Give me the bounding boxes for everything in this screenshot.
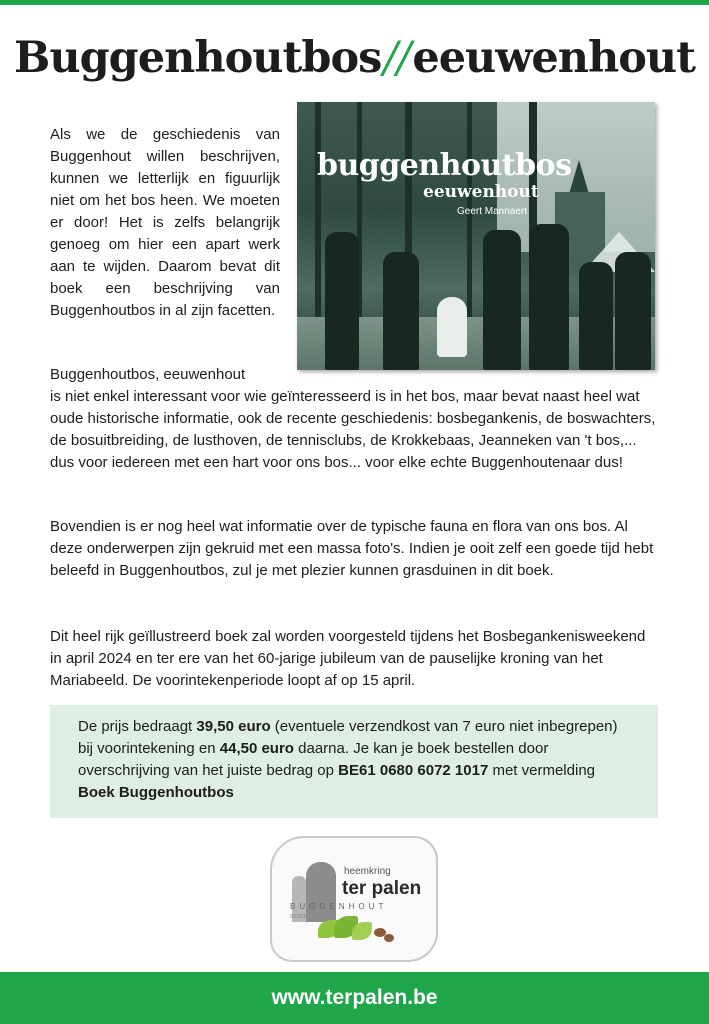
- price-info-box: [50, 705, 658, 818]
- cover-title: buggenhoutbos: [317, 148, 572, 183]
- title-right: eeuwenhout: [412, 33, 696, 83]
- logo-brand: ter palen: [342, 878, 422, 899]
- cover-person: [483, 230, 521, 370]
- title-separator: //: [383, 33, 411, 83]
- price-text: [78, 716, 632, 804]
- logo-since: SEDERT 1974: [290, 914, 323, 920]
- logo-place: BUGGENHOUT: [290, 902, 388, 911]
- paragraph-3: Bovendien is er nog heel wat informatie over de typische fauna en flora van ons bos. Al deze onderwerpen zijn gekruid met een massa foto's. Indien je ooit zelf een goede tijd hebt beleefd in Buggenhoutbos, zul je met plezier kunnen grasduinen in dit boek.: [50, 518, 654, 579]
- cover-chapel-roof: [569, 160, 589, 194]
- price-text-part: daarna. Je kan je boek bestellen door overschrijving van het juiste bedrag op: [78, 740, 549, 779]
- price-text-part: (eventuele verzendkost van 7 euro niet inbegrepen) bij voorintekening en: [78, 718, 618, 757]
- top-accent-bar: [0, 0, 709, 5]
- cover-girl: [437, 297, 467, 357]
- payment-reference: Boek Buggenhoutbos: [78, 784, 234, 801]
- paragraph-4: Dit heel rijk geïllustreerd boek zal worden voorgesteld tijdens het Bosbegankenisweekend in april 2024 en ter ere van het 60-jarige jubileum van de pauselijke kroning van het Mariabeeld. De voorintekenperiode loopt af op 15 april.: [50, 628, 646, 689]
- leaf-icon: [318, 914, 398, 948]
- cover-tree: [315, 102, 321, 322]
- logo-kicker: heemkring: [344, 866, 391, 877]
- book-cover-image: [297, 102, 655, 370]
- paragraph-2-lead: Buggenhoutbos, eeuwenhout: [50, 366, 246, 383]
- cover-person: [579, 262, 613, 370]
- price-preorder: 39,50 euro: [196, 718, 271, 735]
- website-link[interactable]: www.terpalen.be: [271, 986, 438, 1009]
- cover-person: [529, 224, 569, 370]
- paragraph-2: is niet enkel interessant voor wie geïnteresseerd is in het bos, maar bevat naast heel wat oude historische informatie, ook de recente geschiedenis: bosbegankenis, de boswachters, de bosuitbreiding, de lusthoven, de tennisclubs, de Krokkebaas, Jeanneken van 't bos,... dus voor iedereen met een hart voor ons bos... voor elke echte Buggenhoutenaar dus!: [50, 388, 656, 471]
- intro-paragraph: Als we de geschiedenis van Buggenhout willen beschrijven, kunnen we letterlijk en figuurlijk niet om het bos heen. We moeten er door! Het is zelfs belangrijk genoeg om hier een apart werk aan te wijden. Daarom bevat dit boek een beschrijving van Buggenhoutbos in al zijn facetten.: [50, 126, 280, 319]
- cover-author: Geert Mannaert: [457, 206, 528, 217]
- iban-number: BE61 0680 6072 1017: [338, 762, 489, 779]
- cover-subtitle: eeuwenhout: [423, 182, 539, 202]
- cover-person: [615, 252, 651, 370]
- cover-person: [383, 252, 419, 370]
- heemkring-logo: [270, 836, 438, 962]
- price-text-part: De prijs bedraagt: [78, 718, 197, 735]
- title-left: Buggenhoutbos: [13, 33, 382, 83]
- price-after: 44,50 euro: [219, 740, 294, 757]
- page-title: [0, 28, 709, 88]
- price-text-part: met vermelding: [488, 762, 596, 779]
- cover-person: [325, 232, 359, 370]
